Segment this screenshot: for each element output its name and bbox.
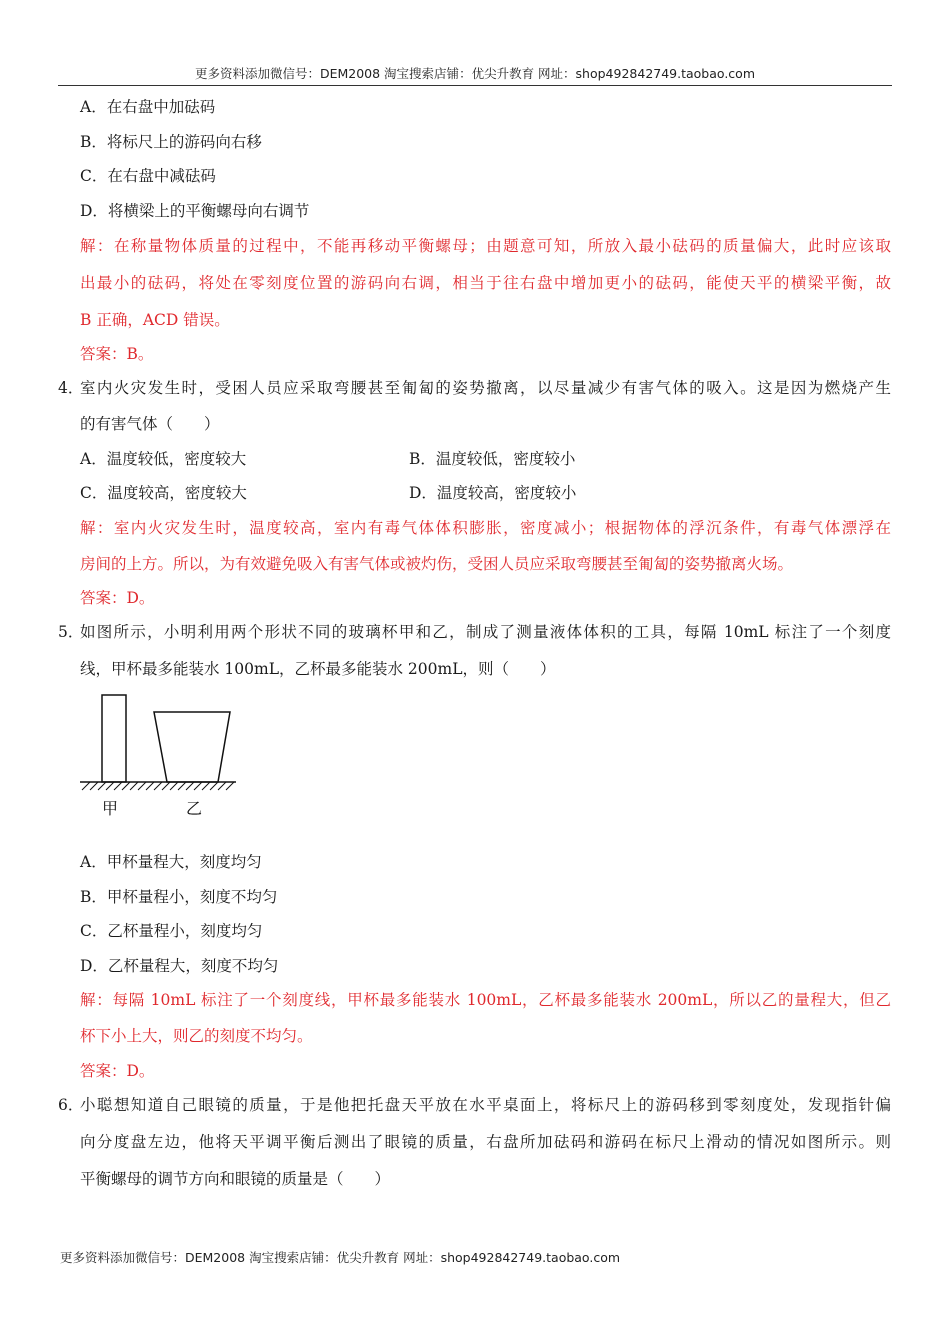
q3-option-d: D．将横梁上的平衡螺母向右调节	[80, 202, 310, 220]
q3-solution-line-1: 解：在称量物体质量的过程中，不能再移动平衡螺母；由题意可知，所放入最小砝码的质量偏大，此时应该取	[80, 237, 891, 255]
q4-solution-line-2: 房间的上方。所以，为有效避免吸入有害气体或被灼伤，受困人员应采取弯腰甚至匍匐的姿势撤离火场。	[80, 555, 794, 573]
ground-hatching	[82, 782, 234, 790]
q6-stem-line-1: 小聪想知道自己眼镜的质量，于是他把托盘天平放在水平桌面上，将标尺上的游码移到零刻度处，发现指针偏	[80, 1096, 891, 1114]
q4-stem-line-1: 室内火灾发生时，受困人员应采取弯腰甚至匍匐的姿势撤离，以尽量减少有害气体的吸入。这是因为燃烧产生	[80, 379, 891, 397]
q4-stem-line-2: 的有害气体（ ）	[80, 415, 220, 433]
q5-stem-line-2: 线，甲杯最多能装水 100mL，乙杯最多能装水 200mL，则（ ）	[80, 660, 556, 678]
q5-answer: 答案：D。	[80, 1062, 155, 1080]
q5-solution-line-1: 解：每隔 10mL 标注了一个刻度线，甲杯最多能装水 100mL，乙杯最多能装水 200mL，所以乙的量程大，但乙	[80, 991, 891, 1009]
q4-number: 4．	[58, 379, 84, 397]
q3-solution-line-3: B 正确，ACD 错误。	[80, 311, 230, 329]
q4-option-a: A．温度较低，密度较大	[80, 450, 247, 468]
q5-number: 5．	[58, 623, 84, 641]
q3-answer: 答案：B。	[80, 345, 154, 363]
q5-option-b: B．甲杯量程小，刻度不均匀	[80, 888, 278, 906]
page-footer: 更多资料添加微信号：DEM2008 淘宝搜索店铺：优尖升教育 网址：shop492842749.taobao.com	[60, 1250, 621, 1265]
cup-yi	[154, 712, 230, 782]
label-yi: 乙	[186, 799, 203, 818]
cups-diagram	[78, 690, 248, 820]
q4-option-b: B．温度较低，密度较小	[409, 450, 576, 468]
header-divider	[58, 85, 892, 86]
q5-stem-line-1: 如图所示，小明利用两个形状不同的玻璃杯甲和乙，制成了测量液体体积的工具，每隔 10mL 标注了一个刻度	[80, 623, 891, 641]
q5-figure-cups	[78, 690, 248, 824]
q3-option-a: A．在右盘中加砝码	[80, 98, 216, 116]
q4-solution-line-1: 解：室内火灾发生时，温度较高，室内有毒气体体积膨胀，密度减小；根据物体的浮沉条件，有毒气体漂浮在	[80, 519, 891, 537]
q5-option-d: D．乙杯量程大，刻度不均匀	[80, 957, 279, 975]
q3-option-b: B．将标尺上的游码向右移	[80, 133, 262, 151]
q6-stem-line-2: 向分度盘左边，他将天平调平衡后测出了眼镜的质量，右盘所加砝码和游码在标尺上滑动的情况如图所示。则	[80, 1133, 891, 1151]
cup-jia	[102, 695, 126, 782]
label-jia: 甲	[102, 799, 119, 818]
q5-option-a: A．甲杯量程大，刻度均匀	[80, 853, 262, 871]
q4-option-d: D．温度较高，密度较小	[409, 484, 577, 502]
q3-option-c: C．在右盘中减砝码	[80, 167, 216, 185]
q3-solution-line-2: 出最小的砝码，将处在零刻度位置的游码向右调，相当于往右盘中增加更小的砝码，能使天平的横梁平衡，故	[80, 274, 891, 292]
q5-option-c: C．乙杯量程小，刻度均匀	[80, 922, 263, 940]
page-header: 更多资料添加微信号：DEM2008 淘宝搜索店铺：优尖升教育 网址：shop492842749.taobao.com	[194, 66, 756, 81]
q6-stem-line-3: 平衡螺母的调节方向和眼镜的质量是（ ）	[80, 1170, 391, 1188]
q6-number: 6．	[58, 1096, 84, 1114]
q5-solution-line-2: 杯下小上大，则乙的刻度不均匀。	[80, 1027, 313, 1045]
q4-answer: 答案：D。	[80, 589, 155, 607]
q4-option-c: C．温度较高，密度较大	[80, 484, 247, 502]
